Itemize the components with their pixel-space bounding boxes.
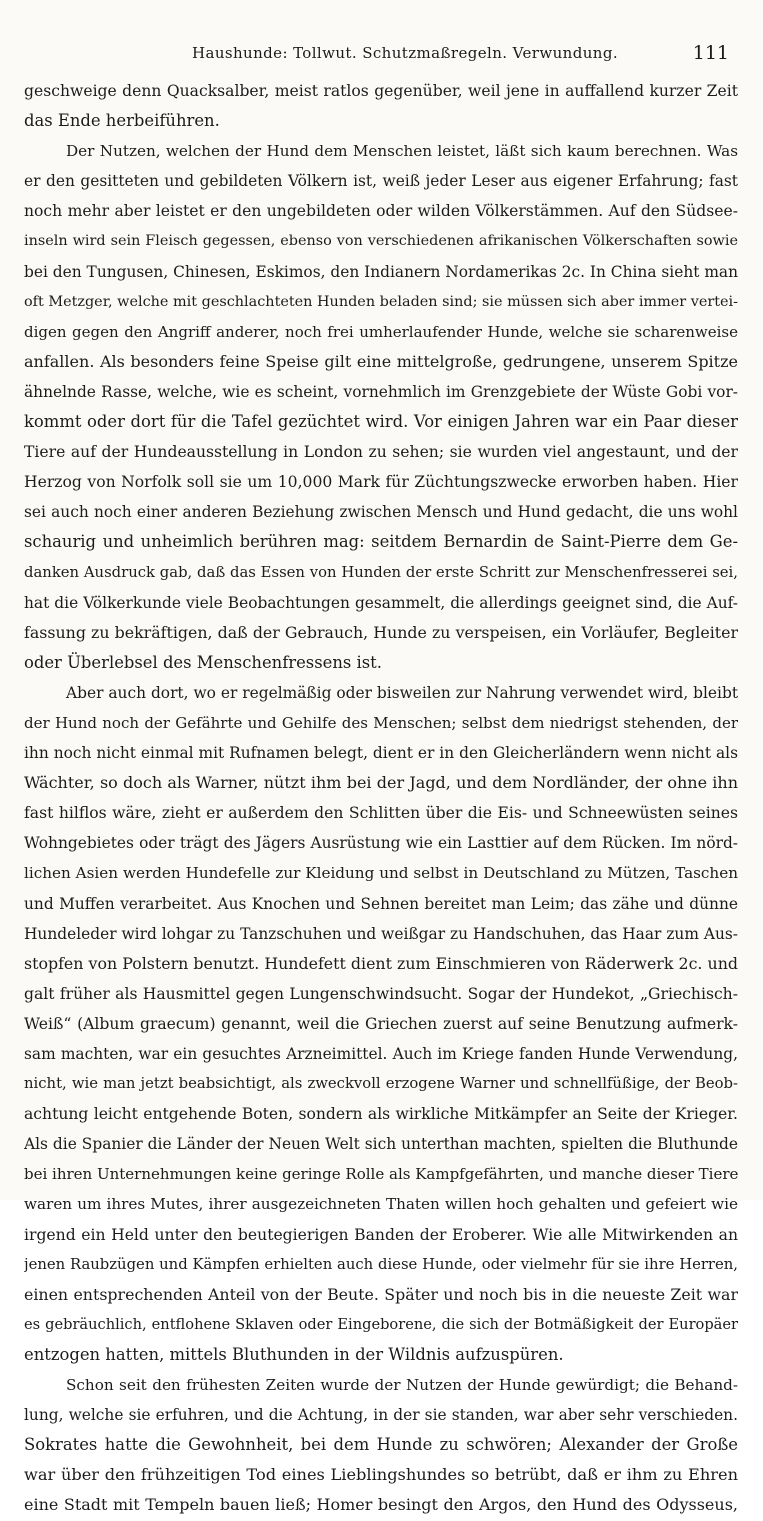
- text-line: Hundeleder wird lohgar zu Tanzschuhen und weißgar zu Handschuhen, das Haar zum Aus-: [24, 924, 738, 943]
- paragraph: [24, 678, 738, 1370]
- text-line: und Muffen verarbeitet. Aus Knochen und Sehnen bereitet man Leim; das zähe und dünne: [24, 894, 738, 913]
- text-line: nicht, wie man jetzt beabsichtigt, als zweckvoll erzogene Warner und schnellfüßige, der Beob-: [24, 1075, 738, 1093]
- text-line: Schon seit den frühesten Zeiten wurde der Nutzen der Hunde gewürdigt; die Behand-: [66, 1376, 738, 1395]
- text-line: oft Metzger, welche mit geschlachteten Hunden beladen sind; sie müssen sich aber immer vertei-: [24, 293, 738, 310]
- text-line: Wohngebietes oder trägt des Jägers Ausrüstung wie ein Lasttier auf dem Rücken. Im nörd-: [24, 834, 738, 853]
- text-line: schaurig und unheimlich berühren mag: seitdem Bernardin de Saint-Pierre dem Ge-: [24, 532, 738, 552]
- page-number: 111: [692, 42, 729, 64]
- text-line: achtung leicht entgehende Boten, sondern als wirkliche Mitkämpfer an Seite der Krieger.: [24, 1105, 738, 1124]
- text-line: Sokrates hatte die Gewohnheit, bei dem Hunde zu schwören; Alexander der Große: [24, 1435, 738, 1455]
- text-line: das Ende herbeiführen.: [24, 111, 220, 131]
- text-line: ähnelnde Rasse, welche, wie es scheint, vornehmlich im Grenzgebiete der Wüste Gobi vor-: [24, 382, 738, 401]
- text-line: war über den frühzeitigen Tod eines Lieblingshundes so betrübt, daß er ihm zu Ehren: [24, 1465, 738, 1485]
- text-line: Tiere auf der Hundeausstellung in London zu sehen; sie wurden viel angestaunt, und der: [24, 443, 738, 462]
- text-line: Wächter, so doch als Warner, nützt ihm bei der Jagd, und dem Nordländer, der ohne ihn: [24, 773, 738, 793]
- text-line: bei den Tungusen, Chinesen, Eskimos, den Indianern Nordamerikas 2c. In China sieht man: [24, 262, 738, 281]
- text-line: eine Stadt mit Tempeln bauen ließ; Homer besingt den Argos, den Hund des Odysseus,: [24, 1495, 738, 1515]
- text-line: galt früher als Hausmittel gegen Lungenschwindsucht. Sogar der Hundekot, „Griechisch-: [24, 984, 738, 1003]
- text-line: hat die Völkerkunde viele Beobachtungen gesammelt, die allerdings geeignet sind, die Auf-: [24, 593, 738, 612]
- text-line: Herzog von Norfolk soll sie um 10,000 Mark für Züchtungszwecke erworben haben. Hier: [24, 473, 738, 492]
- text-line: lichen Asien werden Hundefelle zur Kleidung und selbst in Deutschland zu Mützen, Taschen: [24, 864, 738, 883]
- text-line: Aber auch dort, wo er regelmäßig oder bisweilen zur Nahrung verwendet wird, bleibt: [66, 683, 738, 702]
- text-line: lung, welche sie erfuhren, und die Achtung, in der sie standen, war aber sehr verschieden.: [24, 1406, 738, 1425]
- text-line: einen entsprechenden Anteil von der Beute. Später und noch bis in die neueste Zeit war: [24, 1284, 738, 1304]
- paragraph: [24, 76, 738, 136]
- text-line: oder Überlebsel des Menschenfressens ist.: [24, 652, 382, 672]
- text-line: er den gesitteten und gebildeten Völkern ist, weiß jeder Leser aus eigener Erfahrung; fast: [24, 172, 738, 191]
- text-line: es gebräuchlich, entflohene Sklaven oder Eingeborene, die sich der Botmäßigkeit der Europäer: [24, 1315, 738, 1333]
- text-line: waren um ihres Mutes, ihrer ausgezeichneten Thaten willen hoch gehalten und gefeiert wie: [24, 1195, 738, 1214]
- text-line: geschweige denn Quacksalber, meist ratlos gegenüber, weil jene in auffallend kurzer Zeit: [24, 82, 738, 100]
- text-line: entzogen hatten, mittels Bluthunden in der Wildnis aufzuspüren.: [24, 1344, 564, 1364]
- text-line: sam machten, war ein gesuchtes Arzneimittel. Auch im Kriege fanden Hunde Verwendung,: [24, 1045, 738, 1063]
- text-line: irgend ein Held unter den beutegierigen Banden der Eroberer. Wie alle Mitwirkenden an: [24, 1225, 738, 1244]
- text-line: Der Nutzen, welchen der Hund dem Menschen leistet, läßt sich kaum berechnen. Was: [66, 142, 738, 161]
- text-line: digen gegen den Angriff anderer, noch frei umherlaufender Hunde, welche sie scharenweise: [24, 322, 738, 341]
- running-head: [24, 42, 743, 68]
- running-title: Haushunde: Tollwut. Schutzmaßregeln. Verwundung.: [192, 44, 618, 62]
- paragraph: [24, 1370, 738, 1520]
- text-line: noch mehr aber leistet er den ungebildeten oder wilden Völkerstämmen. Auf den Südsee-: [24, 202, 738, 221]
- text-line: danken Ausdruck gab, daß das Essen von Hunden der erste Schritt zur Menschenfresserei sei,: [24, 563, 738, 581]
- text-line: fassung zu bekräftigen, daß der Gebrauch, Hunde zu verspeisen, ein Vorläufer, Begleiter: [24, 622, 738, 642]
- text-line: Weiß“ (Album graecum) genannt, weil die Griechen zuerst auf seine Benutzung aufmerk-: [24, 1014, 738, 1033]
- text-line: kommt oder dort für die Tafel gezüchtet wird. Vor einigen Jahren war ein Paar dieser: [24, 412, 738, 432]
- text-line: der Hund noch der Gefährte und Gehilfe des Menschen; selbst dem niedrigst stehenden, der: [24, 713, 738, 732]
- paragraph: [24, 136, 738, 678]
- text-line: ihn noch nicht einmal mit Rufnamen belegt, dient er in den Gleicherländern wenn nicht als: [24, 744, 738, 763]
- text-line: stopfen von Polstern benutzt. Hundefett dient zum Einschmieren von Räderwerk 2c. und: [24, 953, 738, 973]
- text-line: anfallen. Als besonders feine Speise gilt eine mittelgroße, gedrungene, unserem Spitze: [24, 351, 738, 371]
- text-line: bei ihren Unternehmungen keine geringe Rolle als Kampfgefährten, und manche dieser Tiere: [24, 1165, 738, 1184]
- text-line: sei auch noch einer anderen Beziehung zwischen Mensch und Hund gedacht, die uns wohl: [24, 503, 738, 522]
- text-line: Als die Spanier die Länder der Neuen Welt sich unterthan machten, spielten die Bluthunde: [24, 1135, 738, 1154]
- text-line: jenen Raubzügen und Kämpfen erhielten auch diese Hunde, oder vielmehr für sie ihre Herren,: [24, 1255, 738, 1273]
- body-text: [24, 76, 738, 1521]
- text-line: fast hilflos wäre, zieht er außerdem den Schlitten über die Eis- und Schneewüsten seines: [24, 804, 738, 823]
- text-line: inseln wird sein Fleisch gegessen, ebenso von verschiedenen afrikanischen Völkerschaften sowie: [24, 233, 738, 250]
